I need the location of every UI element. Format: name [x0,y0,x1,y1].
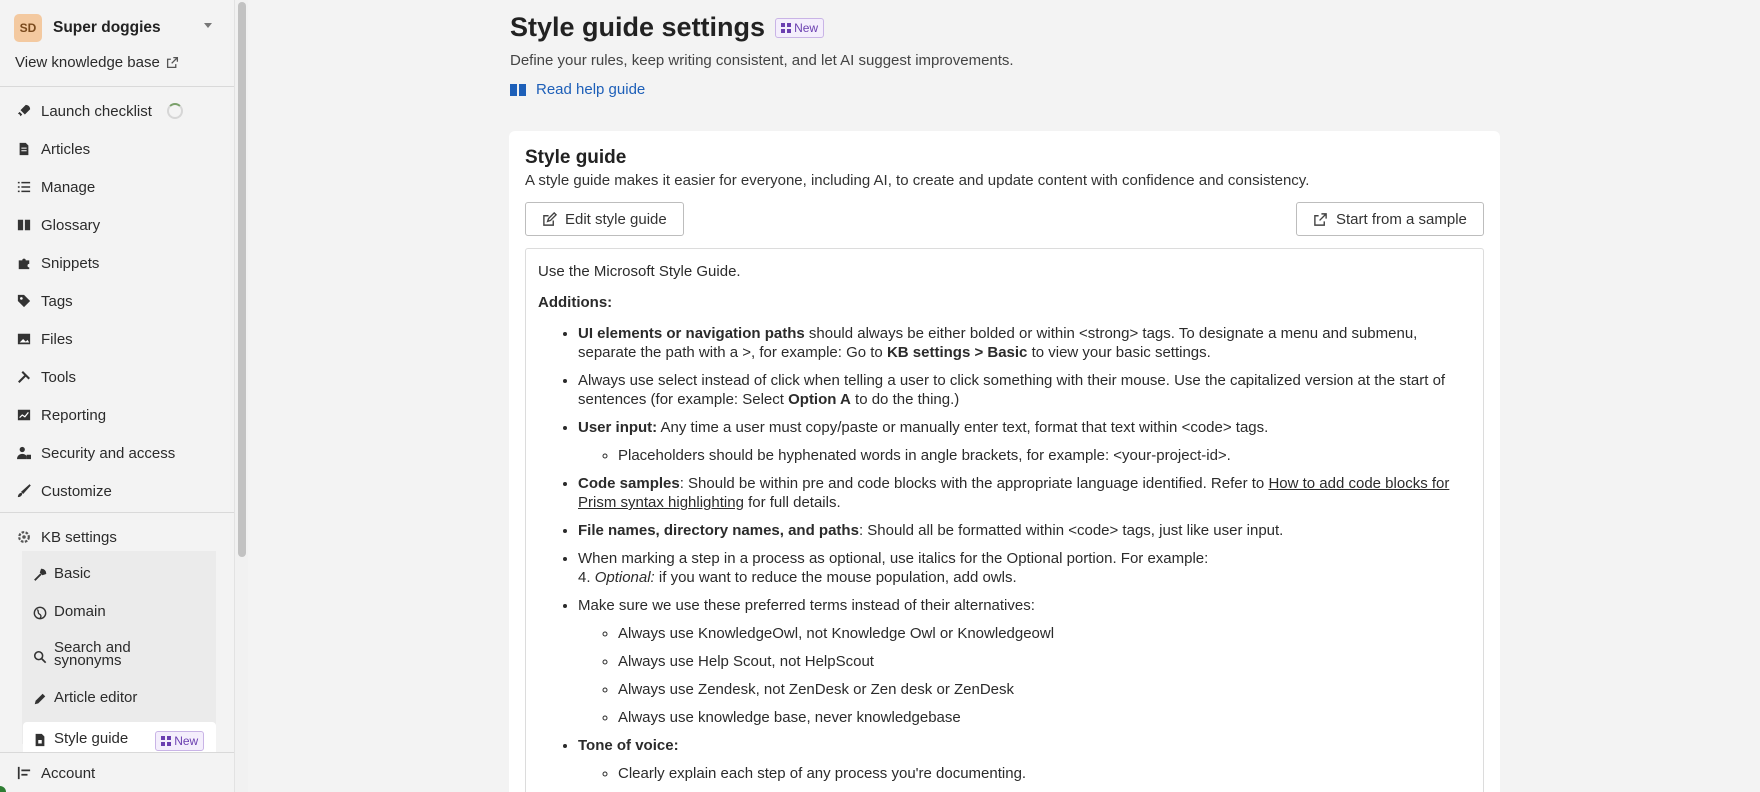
sidebar-item-label: Article editor [54,689,138,706]
sidebar-item-label: Style guide [54,730,129,747]
sidebar-item-manage[interactable] [16,176,95,198]
start-from-sample-button[interactable] [1296,202,1484,236]
rule-text: to view your basic settings. [1027,344,1211,361]
list-item: ◦ Always use Zendesk, not ZenDesk or Zen desk or ZenDesk [618,680,1471,699]
rocket-icon [16,103,32,119]
guide-additions-heading: Additions: [538,294,613,311]
code-blocks-help-link[interactable]: How to add code blocks for Prism syntax highlighting [578,475,1450,511]
rule-strong: KB settings > Basic [886,344,1028,361]
sample-button-label: Start from a sample [1336,210,1467,228]
page-description: Define your rules, keep writing consistent, and let AI suggest improvements. [510,52,1014,69]
rule-text: Make sure we use these preferred terms instead of their alternatives: [578,597,1035,614]
tag-icon [16,293,32,309]
sidebar-scrollbar[interactable] [234,0,248,792]
sidebar-item-label: Customize [41,482,112,500]
users-lock-icon [16,445,32,461]
list-item: ◦ Placeholders should be hyphenated words in angle brackets, for example: <your-project-id>. [618,446,1471,465]
sidebar-divider [0,86,234,87]
sidebar-item-label: Snippets [41,254,100,272]
sparkle-icon [781,23,791,33]
rule-text: to do the thing.) [850,391,960,408]
sidebar-subitem-domain[interactable] [32,603,106,620]
sidebar-item-kb-settings[interactable] [16,526,117,548]
org-name: Super doggies [53,19,161,36]
progress-spinner-icon [167,103,183,119]
list-item: ◦ Always use KnowledgeOwl, not Knowledge Owl or Knowledgeowl [618,624,1471,643]
badge-label: New [794,20,819,35]
rule-strong: File names, directory names, and paths [578,522,859,539]
sidebar-subitem-style-guide[interactable] [32,730,204,751]
sidebar-item-label: Manage [41,178,96,196]
external-link-icon [1313,212,1328,227]
sidebar-item-files[interactable] [16,328,73,350]
sidebar-item-label: Search and synonyms [54,639,131,669]
view-knowledge-base-link[interactable] [15,54,179,71]
sidebar-item-customize[interactable] [16,480,112,502]
guide-intro: Use the Microsoft Style Guide. [538,263,741,280]
wrench-icon [32,567,47,582]
rule-text: if you want to reduce the mouse population, add owls. [654,569,1017,586]
list-item [578,371,1471,409]
list-item: ◦ Clearly explain each step of any process you're documenting. [618,764,1471,783]
rule-strong: Code samples [578,475,680,492]
book-open-icon [510,83,526,97]
sidebar-item-label: Glossary [41,216,101,234]
list-item [578,549,1471,587]
account-settings-icon [16,765,32,781]
rule-emphasis: Optional: [594,569,655,586]
sidebar-item-label: KB settings [41,528,117,546]
sidebar-item-reporting[interactable] [16,404,106,426]
chevron-down-icon[interactable] [204,23,212,28]
main-content [249,0,1760,792]
rule-text: When marking a step in a process as optional, use italics for the Optional portion. For example: [578,550,1209,567]
rule-strong: UI elements or navigation paths [578,325,805,342]
edit-style-guide-button[interactable] [525,202,684,236]
rule-text: Always use select instead of click when telling a user to click something with their mouse. Use the capitalized version at the start of sentences (for example: Select [578,372,1446,408]
lock-file-icon [32,732,47,747]
list-icon [16,179,32,195]
sidebar-divider [0,512,234,513]
sidebar-subitem-basic[interactable] [32,565,91,582]
edit-button-label: Edit style guide [565,210,667,228]
sidebar-item-label: Launch checklist [41,102,152,120]
sidebar-item-articles[interactable] [16,138,90,160]
style-guide-card [509,131,1500,792]
sidebar-item-label: Security and access [41,444,176,462]
sidebar-item-label: Articles [41,140,91,158]
sidebar-item-label: Basic [54,565,91,582]
sidebar-item-label: Reporting [41,406,107,424]
sidebar-item-launch-checklist[interactable] [16,100,183,122]
view-kb-label: View knowledge base [15,54,160,71]
search-icon [32,649,47,664]
list-item [578,324,1471,362]
style-guide-content [525,248,1484,792]
avatar: SD [14,14,42,42]
list-item: ◦ Always use knowledge base, never knowledgebase [618,708,1471,727]
card-title: Style guide [525,147,627,168]
new-badge [775,18,824,38]
rule-text: Any time a user must copy/paste or manually enter text, format that text within <code> tags. [657,419,1269,436]
rule-text: should always be either bolded or within <strong> tags. To designate a menu and submenu, separate the path with a >, for example: Go to [578,325,1418,361]
page-title [510,12,824,43]
document-icon [16,141,32,157]
rule-text: : Should be within pre and code blocks with the appropriate language identified. Refer to [679,475,1269,492]
pencil-icon [32,691,47,706]
sidebar-item-label: Tags [41,292,73,310]
sidebar-item-tools[interactable] [16,366,76,388]
globe-icon [32,605,47,620]
chart-icon [16,407,32,423]
card-description: A style guide makes it easier for everyone, including AI, to create and update content with confidence and consistency. [525,172,1310,189]
rule-text: 4. [578,569,595,586]
rule-strong: User input: [578,419,658,436]
puzzle-icon [16,255,32,271]
sidebar-item-tags[interactable] [16,290,73,312]
list-item [578,736,1471,783]
new-badge [155,731,204,751]
brush-icon [16,483,32,499]
rule-text: for full details. [743,494,841,511]
list-item [578,596,1471,727]
sparkle-icon [161,736,171,746]
sidebar-item-label: Account [41,764,96,782]
rule-text: : Should all be formatted within <code> tags, just like user input. [858,522,1284,539]
page-title-text: Style guide settings [510,12,766,42]
list-item [578,418,1471,465]
org-switcher[interactable] [14,14,214,42]
badge-label: New [174,734,199,748]
sidebar-item-label: Tools [41,368,77,386]
tools-icon [16,369,32,385]
edit-icon [542,212,557,227]
sidebar-item-label: Domain [54,603,106,620]
list-item [578,474,1471,512]
guide-rules-list [538,324,1471,783]
list-item: ◦ Always use Help Scout, not HelpScout [618,652,1471,671]
list-item [578,521,1471,540]
external-link-icon [166,56,179,69]
sidebar-subitem-search-synonyms[interactable] [32,641,164,667]
sidebar [0,0,236,792]
sidebar-subitem-article-editor[interactable] [32,689,137,706]
book-icon [16,217,32,233]
rule-strong: Option A [788,391,851,408]
sidebar-item-snippets[interactable] [16,252,99,274]
sidebar-item-label: Files [41,330,73,348]
read-help-guide-link[interactable] [510,81,645,98]
sidebar-item-security[interactable] [16,442,175,464]
image-icon [16,331,32,347]
sidebar-scrollbar-thumb[interactable] [238,2,246,557]
help-link-label: Read help guide [536,81,646,98]
sidebar-item-glossary[interactable] [16,214,100,236]
sidebar-item-account[interactable] [16,762,95,784]
gear-icon [16,529,32,545]
rule-strong: Tone of voice: [578,737,679,754]
